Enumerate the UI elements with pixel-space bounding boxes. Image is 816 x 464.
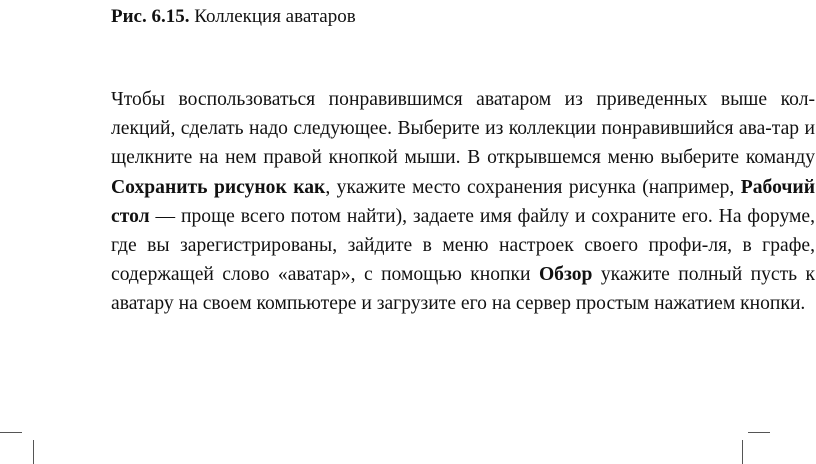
desktop-term: Рабочий стол (111, 176, 815, 227)
crop-mark-left-vertical (33, 440, 34, 464)
crop-mark-right-vertical (742, 440, 743, 464)
paragraph-text-3: — проще всего потом найти), задаете имя файлу и сохраните его. На форуме, где вы зарегистрированы, зайдите в меню настроек своего профи-ля, в графе, содержащей слово «аватар», с помощью кнопки (111, 205, 815, 286)
figure-caption (111, 4, 356, 30)
figure-label: Рис. 6.15. (111, 6, 190, 27)
browse-button-term: Обзор (538, 264, 593, 286)
command-save-image-as: Сохранить рисунок как (111, 176, 326, 198)
paragraph-text-2: , укажите место сохранения рисунка (например, (325, 176, 741, 198)
paragraph-text-4: укажите полный пусть к аватару на своем компьютере и загрузите его на сервер простым нажатием кнопки. (111, 264, 815, 315)
crop-mark-left-horizontal (0, 432, 22, 433)
crop-mark-right-horizontal (748, 432, 770, 433)
body-paragraph (111, 85, 815, 319)
figure-title: Коллекция аватаров (194, 6, 356, 27)
paragraph-text-1: Чтобы воспользоваться понравившимся аватаром из приведенных выше кол-лекций, сделать надо следующее. Выберите из коллекции понравившийся ава-тар и щелкните на нем правой кнопкой мыши. В открывшемся меню выберите команду (111, 89, 815, 169)
